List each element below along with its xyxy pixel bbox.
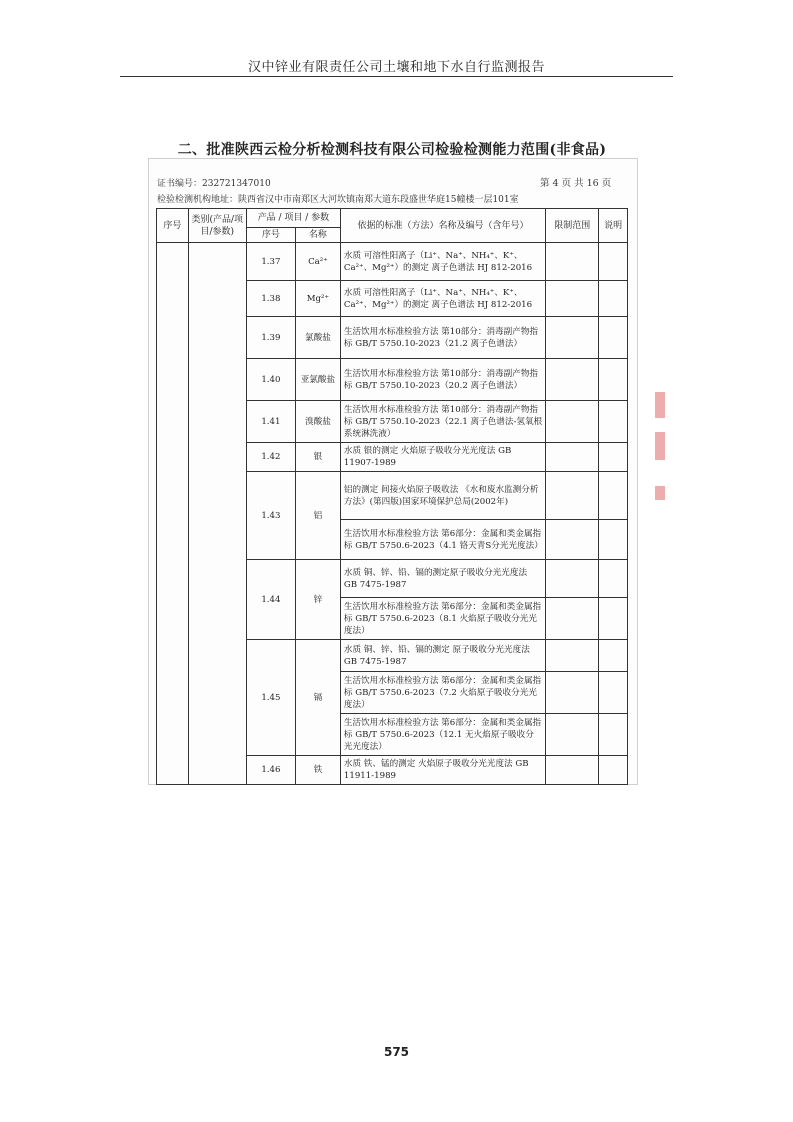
item-number: 1.42 xyxy=(246,443,295,472)
item-number: 1.45 xyxy=(246,640,295,756)
report-header: 汉中锌业有限责任公司土壤和地下水自行监测报告 xyxy=(247,60,545,75)
table-row xyxy=(157,243,628,281)
item-name: 铁 xyxy=(295,756,340,785)
limit-cell xyxy=(546,243,599,281)
item-number: 1.43 xyxy=(246,472,295,560)
limit-cell xyxy=(546,672,599,714)
item-number: 1.37 xyxy=(246,243,295,281)
standard-method: 水质 铜、锌、铅、镉的测定原子吸收分光光度法 GB 7475-1987 xyxy=(340,560,545,598)
item-name: 亚氯酸盐 xyxy=(295,359,340,401)
limit-cell xyxy=(546,640,599,672)
note-cell xyxy=(599,560,628,598)
page-number: 575 xyxy=(383,1045,410,1059)
limit-cell xyxy=(546,560,599,598)
limit-cell xyxy=(546,359,599,401)
item-number: 1.39 xyxy=(246,317,295,359)
page-info: 第 4 页 共 16 页 xyxy=(540,178,612,189)
standard-method: 水质 铜、锌、铅、镉的测定 原子吸收分光光度法 GB 7475-1987 xyxy=(340,640,545,672)
item-name: 氯酸盐 xyxy=(295,317,340,359)
header-sub-seq: 序号 xyxy=(246,228,295,243)
note-cell xyxy=(599,756,628,785)
scope-title: 二、批准陕西云检分析检测科技有限公司检验检测能力范围(非食品) xyxy=(177,142,607,158)
lab-address: 检验检测机构地址：陕西省汉中市南郑区大河坎镇南郑大道东段盛世华庭15幢楼一层101室 xyxy=(157,195,519,205)
standard-method: 生活饮用水标准检验方法 第10部分：消毒副产物指标 GB/T 5750.10-2023（22.1 离子色谱法-氢氧根系统淋洗液） xyxy=(340,401,545,443)
limit-cell xyxy=(546,443,599,472)
limit-cell xyxy=(546,401,599,443)
limit-cell xyxy=(546,598,599,640)
capability-table xyxy=(156,208,628,785)
header-name: 名称 xyxy=(295,228,340,243)
note-cell xyxy=(599,714,628,756)
note-cell xyxy=(599,359,628,401)
limit-cell xyxy=(546,317,599,359)
standard-method: 水质 可溶性阳离子（Li⁺、Na⁺、NH₄⁺、K⁺、Ca²⁺、Mg²⁺）的测定 离子色谱法 HJ 812-2016 xyxy=(340,243,545,281)
item-number: 1.38 xyxy=(246,281,295,317)
standard-method: 水质 银的测定 火焰原子吸收分光光度法 GB 11907-1989 xyxy=(340,443,545,472)
category-cell xyxy=(188,243,246,785)
item-number: 1.40 xyxy=(246,359,295,401)
standard-method: 水质 铁、锰的测定 火焰原子吸收分光光度法 GB 11911-1989 xyxy=(340,756,545,785)
standard-method: 生活饮用水标准检验方法 第10部分：消毒副产物指标 GB/T 5750.10-2023（21.2 离子色谱法） xyxy=(340,317,545,359)
standard-method: 生活饮用水标准检验方法 第6部分：金属和类金属指标 GB/T 5750.6-2023（12.1 无火焰原子吸收分光光度法） xyxy=(340,714,545,756)
item-number: 1.44 xyxy=(246,560,295,640)
note-cell xyxy=(599,401,628,443)
limit-cell xyxy=(546,472,599,520)
seal-fragment xyxy=(655,432,665,460)
table-header-row xyxy=(157,209,628,228)
header-standard: 依据的标准（方法）名称及编号（含年号） xyxy=(340,209,545,243)
note-cell xyxy=(599,317,628,359)
note-cell xyxy=(599,281,628,317)
item-number: 1.41 xyxy=(246,401,295,443)
header-note: 说明 xyxy=(599,209,628,243)
seq-cell xyxy=(157,243,189,785)
item-name: Ca²⁺ xyxy=(295,243,340,281)
standard-method: 水质 可溶性阳离子（Li⁺、Na⁺、NH₄⁺、K⁺、Ca²⁺、Mg²⁺）的测定 离子色谱法 HJ 812-2016 xyxy=(340,281,545,317)
note-cell xyxy=(599,520,628,560)
note-cell xyxy=(599,472,628,520)
standard-method: 生活饮用水标准检验方法 第6部分：金属和类金属指标 GB/T 5750.6-2023（4.1 铬天青S分光光度法） xyxy=(340,520,545,560)
limit-cell xyxy=(546,714,599,756)
standard-method: 铝的测定 间接火焰原子吸收法 《水和废水监测分析方法》(第四版)国家环境保护总局(2002年) xyxy=(340,472,545,520)
limit-cell xyxy=(546,756,599,785)
note-cell xyxy=(599,443,628,472)
item-name: 铝 xyxy=(295,472,340,560)
note-cell xyxy=(599,243,628,281)
note-cell xyxy=(599,672,628,714)
header-category: 类别(产品/项目/参数) xyxy=(188,209,246,243)
limit-cell xyxy=(546,520,599,560)
standard-method: 生活饮用水标准检验方法 第6部分：金属和类金属指标 GB/T 5750.6-2023（7.2 火焰原子吸收分光光度法） xyxy=(340,672,545,714)
standard-method: 生活饮用水标准检验方法 第6部分：金属和类金属指标 GB/T 5750.6-2023（8.1 火焰原子吸收分光光度法） xyxy=(340,598,545,640)
seal-fragment xyxy=(655,486,665,500)
item-name: Mg²⁺ xyxy=(295,281,340,317)
limit-cell xyxy=(546,281,599,317)
header-rule xyxy=(120,76,673,77)
item-name: 锌 xyxy=(295,560,340,640)
item-name: 银 xyxy=(295,443,340,472)
item-name: 溴酸盐 xyxy=(295,401,340,443)
seal-fragment xyxy=(655,392,665,418)
header-limit: 限制范围 xyxy=(546,209,599,243)
standard-method: 生活饮用水标准检验方法 第10部分：消毒副产物指标 GB/T 5750.10-2023（20.2 离子色谱法） xyxy=(340,359,545,401)
header-seq: 序号 xyxy=(157,209,189,243)
item-number: 1.46 xyxy=(246,756,295,785)
note-cell xyxy=(599,598,628,640)
certificate-number: 证书编号：232721347010 xyxy=(157,179,271,189)
item-name: 镉 xyxy=(295,640,340,756)
header-product-group: 产品 / 项目 / 参数 xyxy=(246,209,340,228)
note-cell xyxy=(599,640,628,672)
